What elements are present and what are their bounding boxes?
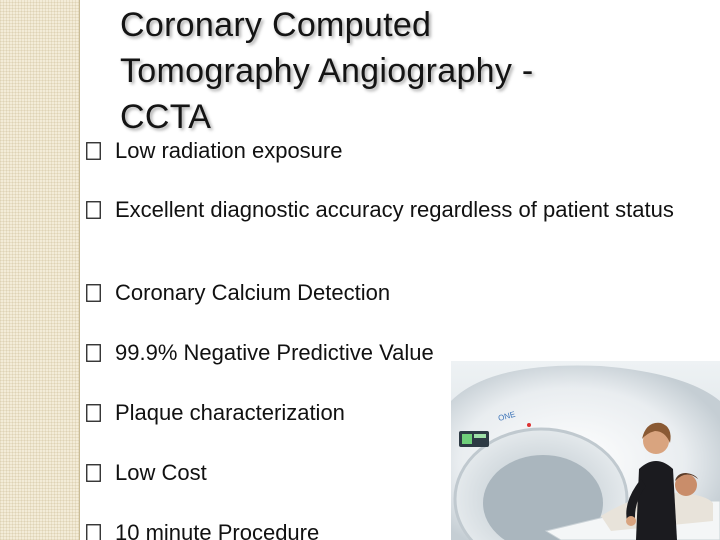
bullet-item xyxy=(86,138,686,163)
bullet-item xyxy=(86,197,686,222)
missing-glyph-box-icon xyxy=(86,142,108,160)
bullet-item xyxy=(86,280,686,305)
missing-glyph-box-icon xyxy=(86,524,108,540)
missing-glyph-box-icon xyxy=(86,464,108,482)
bullet-text: 10 minute Procedure xyxy=(115,520,320,540)
side-band-divider xyxy=(79,0,80,540)
slide-title: Coronary Computed Tomography Angiography - CCTA xyxy=(120,6,534,136)
missing-glyph-box-icon xyxy=(86,404,108,422)
missing-glyph-box-icon xyxy=(86,201,108,219)
missing-glyph-box-icon xyxy=(86,284,108,302)
svg-text:ONE: ONE xyxy=(497,409,517,423)
missing-glyph-box-icon xyxy=(86,344,108,362)
bullet-text: Excellent diagnostic accuracy regardless of patient status xyxy=(115,197,674,222)
bullet-text: Low radiation exposure xyxy=(115,138,343,163)
bullet-text: 99.9% Negative Predictive Value xyxy=(115,340,434,365)
decorative-side-band xyxy=(0,0,79,540)
bullet-text: Coronary Calcium Detection xyxy=(115,280,391,305)
ct-scanner-photo xyxy=(451,361,720,540)
bullet-text: Low Cost xyxy=(115,460,207,485)
bullet-text: Plaque characterization xyxy=(115,400,345,425)
